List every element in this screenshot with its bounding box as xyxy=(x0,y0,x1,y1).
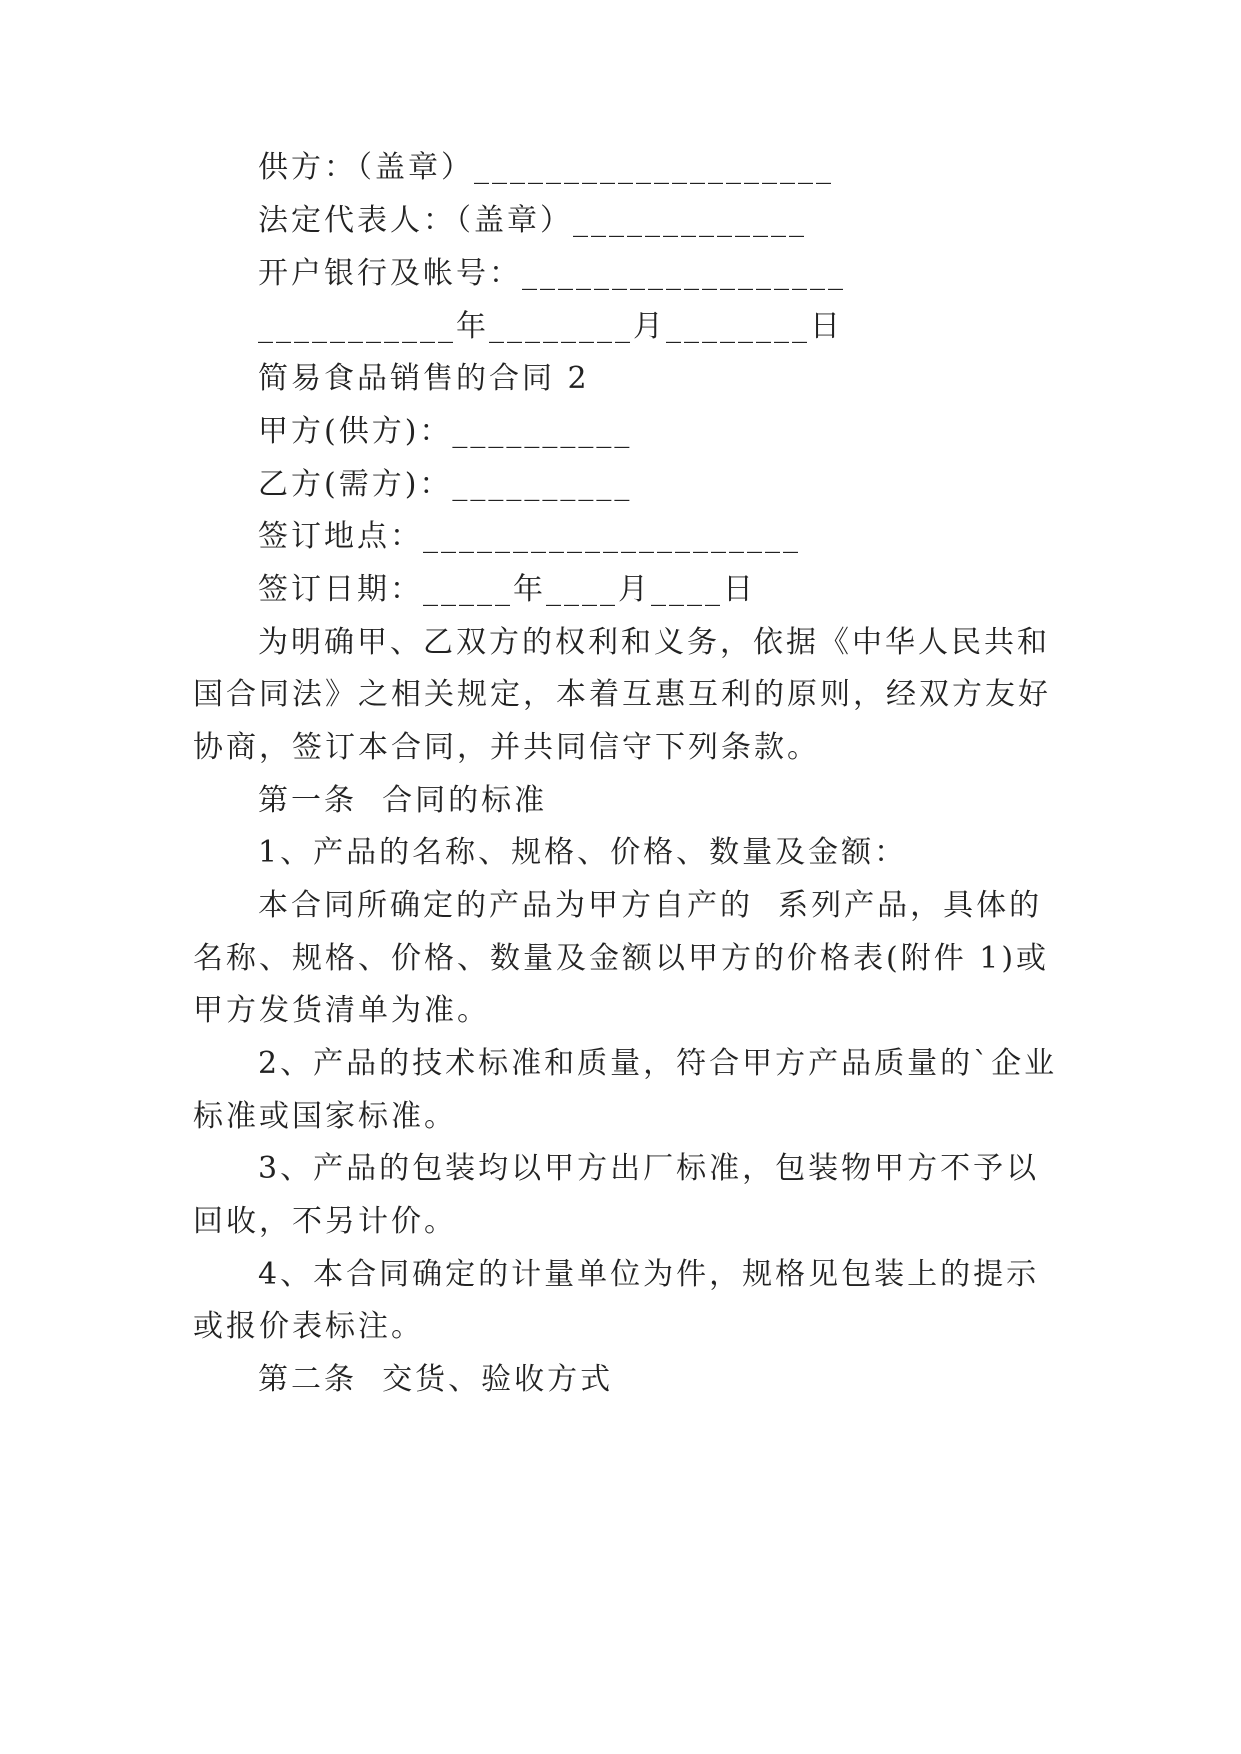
intro-paragraph-line: 国合同法》之相关规定，本着互惠互利的原则，经双方友好 xyxy=(193,677,1051,712)
supplier-seal-line: 供方：（盖章）____________________ xyxy=(258,150,834,185)
bank-account-line: 开户银行及帐号：__________________ xyxy=(258,256,846,291)
item1-body-line: 本合同所确定的产品为甲方自产的 系列产品，具体的 xyxy=(258,888,1043,923)
legal-rep-seal-line: 法定代表人：（盖章）_____________ xyxy=(258,203,807,238)
sign-place-line: 签订地点：_____________________ xyxy=(258,519,801,554)
intro-paragraph-line: 协商，签订本合同，并共同信守下列条款。 xyxy=(193,730,820,765)
item3-line: 回收，不另计价。 xyxy=(193,1204,457,1239)
article1-heading: 第一条 合同的标准 xyxy=(258,783,548,818)
contract-title: 简易食品销售的合同 2 xyxy=(258,361,590,396)
signature-date-line: ___________年________月________日 xyxy=(258,309,843,344)
item1-body-line: 甲方发货清单为准。 xyxy=(193,993,490,1028)
item1-heading: 1、产品的名称、规格、价格、数量及金额： xyxy=(258,835,908,870)
item2-line: 2、产品的技术标准和质量，符合甲方产品质量的`企业 xyxy=(258,1046,1058,1081)
item4-line: 或报价表标注。 xyxy=(193,1309,424,1344)
party-a-line: 甲方(供方)：__________ xyxy=(258,414,633,449)
party-b-line: 乙方(需方)：__________ xyxy=(258,467,633,502)
item2-line: 标准或国家标准。 xyxy=(193,1099,457,1134)
intro-paragraph-line: 为明确甲、乙双方的权利和义务，依据《中华人民共和 xyxy=(258,625,1050,660)
article2-heading: 第二条 交货、验收方式 xyxy=(258,1362,614,1397)
sign-date-line: 签订日期：_____年____月____日 xyxy=(258,572,756,607)
item1-body-line: 名称、规格、价格、数量及金额以甲方的价格表(附件 1)或 xyxy=(193,941,1050,976)
item3-line: 3、产品的包装均以甲方出厂标准，包装物甲方不予以 xyxy=(258,1151,1040,1186)
item4-line: 4、本合同确定的计量单位为件，规格见包装上的提示 xyxy=(258,1257,1040,1292)
